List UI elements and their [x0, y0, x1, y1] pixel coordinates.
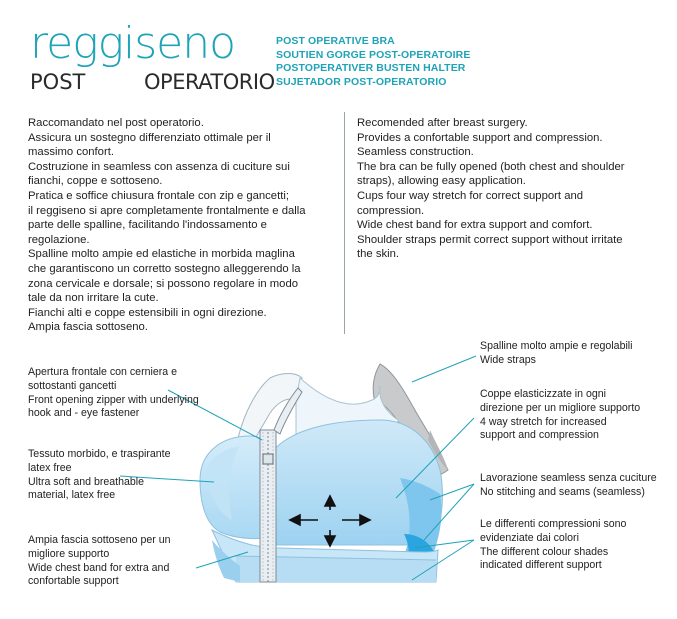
text-line: straps), allowing easy application. — [357, 175, 526, 188]
subtitle-line: SUJETADOR POST-OPERATORIO — [276, 75, 447, 88]
callout-line: Tessuto morbido, e traspirante — [28, 448, 171, 460]
text-line: il reggiseno si apre completamente frontalmente e dalla — [28, 204, 306, 217]
text-line: Provides a confortable support and compression. — [357, 131, 603, 144]
callout-straps — [480, 340, 633, 368]
text-line: compression. — [357, 204, 425, 217]
text-line: Cups four way stretch for correct support and — [357, 189, 584, 202]
callout-line: Le differenti compressioni sono — [480, 518, 627, 530]
subtitle-line: POSTOPERATIVER BUSTEN HALTER — [276, 62, 466, 74]
callout-line: Front opening zipper with underlying — [28, 393, 199, 406]
callout-line: Lavorazione seamless senza cuciture — [480, 472, 657, 484]
callout-line: The different colour shades — [480, 545, 609, 558]
text-line: regolazione. — [28, 233, 90, 246]
text-line: che garantiscono un corretto sostegno alleggerendo la — [28, 262, 301, 275]
callout-line: Spalline molto ampie e regolabili — [480, 340, 633, 352]
callout-line: sottostanti gancetti — [28, 379, 117, 392]
callout-line: hook and - eye fastener — [28, 407, 140, 420]
text-line: Raccomandato nel post operatorio. — [28, 117, 204, 129]
text-line: massimo confort. — [28, 146, 115, 159]
text-line: tale da non irritare la cute. — [28, 292, 159, 305]
text-line: Seamless construction. — [357, 146, 474, 159]
callout-front-opening — [28, 366, 199, 421]
text-line: Assicura un sostegno differenziato ottimale per il — [28, 131, 271, 144]
callout-line: 4 way stretch for increased — [480, 415, 607, 428]
callout-line: Wide chest band for extra and — [28, 561, 170, 574]
callout-line: migliore supporto — [28, 547, 110, 560]
callout-line: support and compression — [480, 429, 599, 442]
text-line: Fianchi alti e coppe estensibili in ogni direzione. — [28, 306, 267, 319]
callout-chest-band — [28, 534, 171, 589]
text-line: Shoulder straps permit correct support without irritate — [357, 233, 623, 246]
text-line: the skin. — [357, 248, 400, 261]
callout-line: Wide straps — [480, 353, 536, 366]
callout-seamless — [480, 472, 657, 500]
brand-title: reggiseno — [30, 18, 236, 69]
callout-line: Apertura frontale con cerniera e — [28, 366, 177, 378]
text-line: Costruzione in seamless con assenza di cuciture sui — [28, 160, 290, 173]
callout-line: latex free — [28, 461, 72, 474]
callout-line: direzione per un migliore supporto — [480, 401, 641, 414]
subtitle-line: SOUTIEN GORGE POST-OPERATOIRE — [276, 48, 471, 61]
text-line: Ampia fascia sottoseno. — [28, 321, 148, 334]
callout-line: Coppe elasticizzate in ogni — [480, 388, 607, 400]
text-line: Spalline molto ampie ed elastiche in morbida maglina — [28, 248, 295, 261]
callout-line: Ampia fascia sottoseno per un — [28, 534, 171, 546]
text-line: Wide chest band for extra support and comfort. — [357, 219, 593, 232]
text-line: parte delle spalline, facilitando l'indossamento e — [28, 219, 267, 232]
callout-line: confortable support — [28, 575, 119, 588]
callout-soft-fabric — [28, 448, 171, 503]
text-line: zona cervicale e dorsale; si possono regolare in modo — [28, 277, 299, 290]
subtitle-line: POST OPERATIVE BRA — [276, 35, 395, 47]
callout-cups — [480, 388, 640, 443]
callout-compressions — [480, 518, 626, 573]
text-line: Recomended after breast surgery. — [357, 117, 528, 129]
callout-line: material, latex free — [28, 489, 116, 502]
callout-line: evidenziate dai colori — [480, 531, 579, 544]
callout-line: Ultra soft and breathable — [28, 475, 145, 488]
brand-subtitle-post: POST — [30, 70, 86, 94]
callout-line: indicated different support — [480, 559, 602, 572]
text-line: The bra can be fully opened (both chest and shoulder — [357, 160, 625, 173]
callout-line: No stitching and seams (seamless) — [480, 485, 645, 498]
brand-subtitle-operatorio: OPERATORIO — [144, 70, 275, 94]
text-line: Pratica e soffice chiusura frontale con zip e gancetti; — [28, 189, 290, 202]
text-line: fianchi, coppe e sottoseno. — [28, 175, 163, 188]
